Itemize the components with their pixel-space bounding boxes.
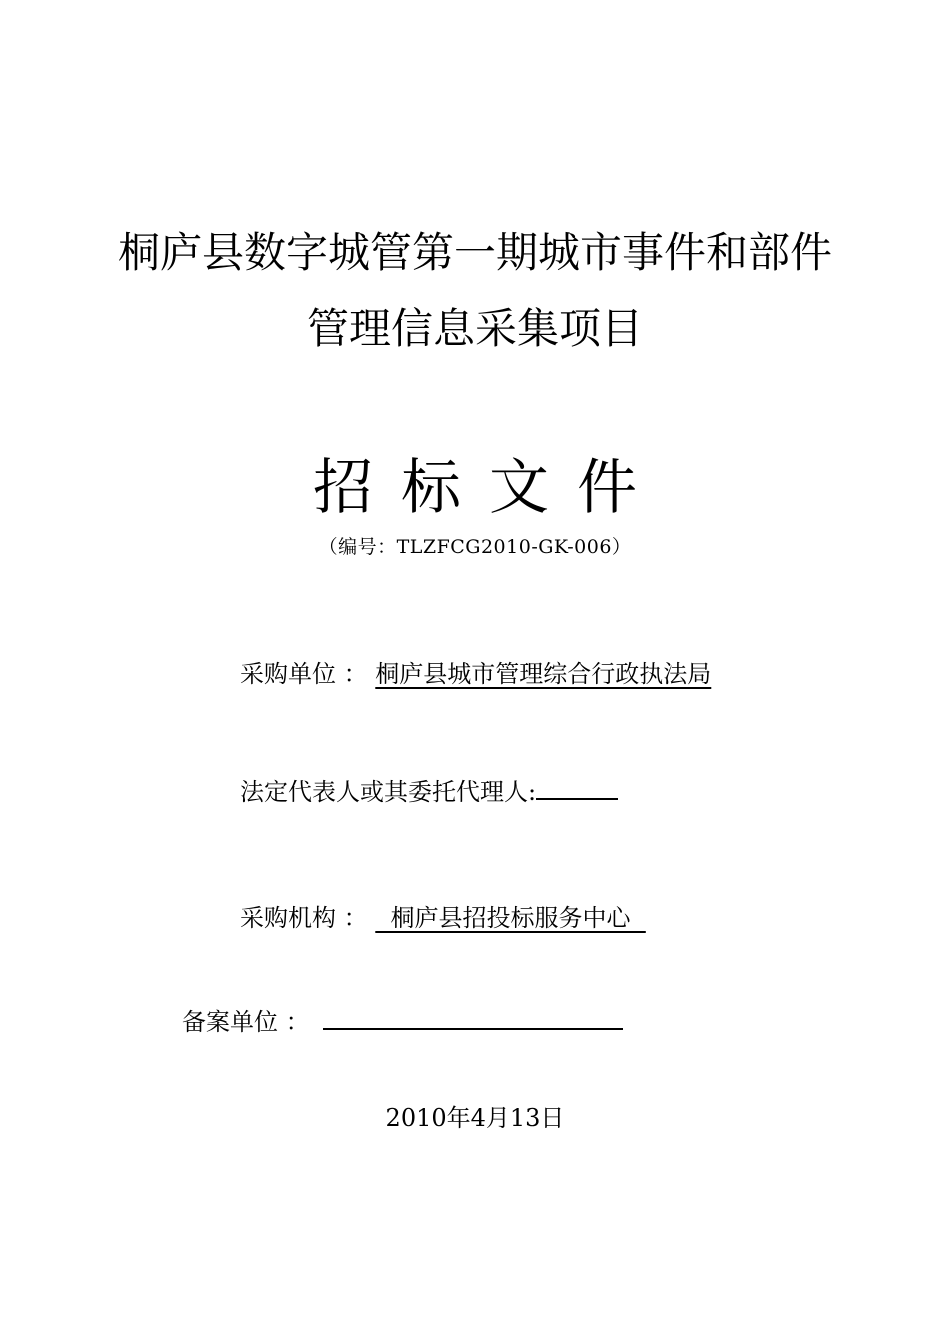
document-date: 2010年4月13日 — [385, 1104, 565, 1132]
procurement-agency-field — [240, 906, 646, 930]
purchaser-label: 采购单位 ： — [240, 660, 368, 688]
document-title-line-1: 桐庐县数字城管第一期城市事件和部件 — [117, 228, 832, 277]
legal-representative-label: 法定代表人或其委托代理人: — [240, 778, 537, 806]
filing-unit-blank — [323, 1006, 623, 1030]
purchaser-value: 桐庐县城市管理综合行政执法局 — [375, 660, 712, 688]
legal-representative-blank — [536, 776, 618, 800]
procurement-agency-label: 采购机构 ： — [240, 904, 368, 932]
document-number: （编号：TLZFCG2010-GK-006） — [318, 536, 632, 558]
document-title-line-2: 管理信息采集项目 — [306, 304, 643, 353]
filing-unit-label: 备案单位 ： — [182, 1008, 310, 1036]
document-type-heading: 招标文件 — [313, 453, 665, 523]
filing-unit-field — [182, 1006, 623, 1034]
legal-representative-field — [240, 776, 618, 804]
purchaser-field — [240, 662, 711, 686]
procurement-agency-value: 桐庐县招投标服务中心 — [375, 904, 646, 932]
